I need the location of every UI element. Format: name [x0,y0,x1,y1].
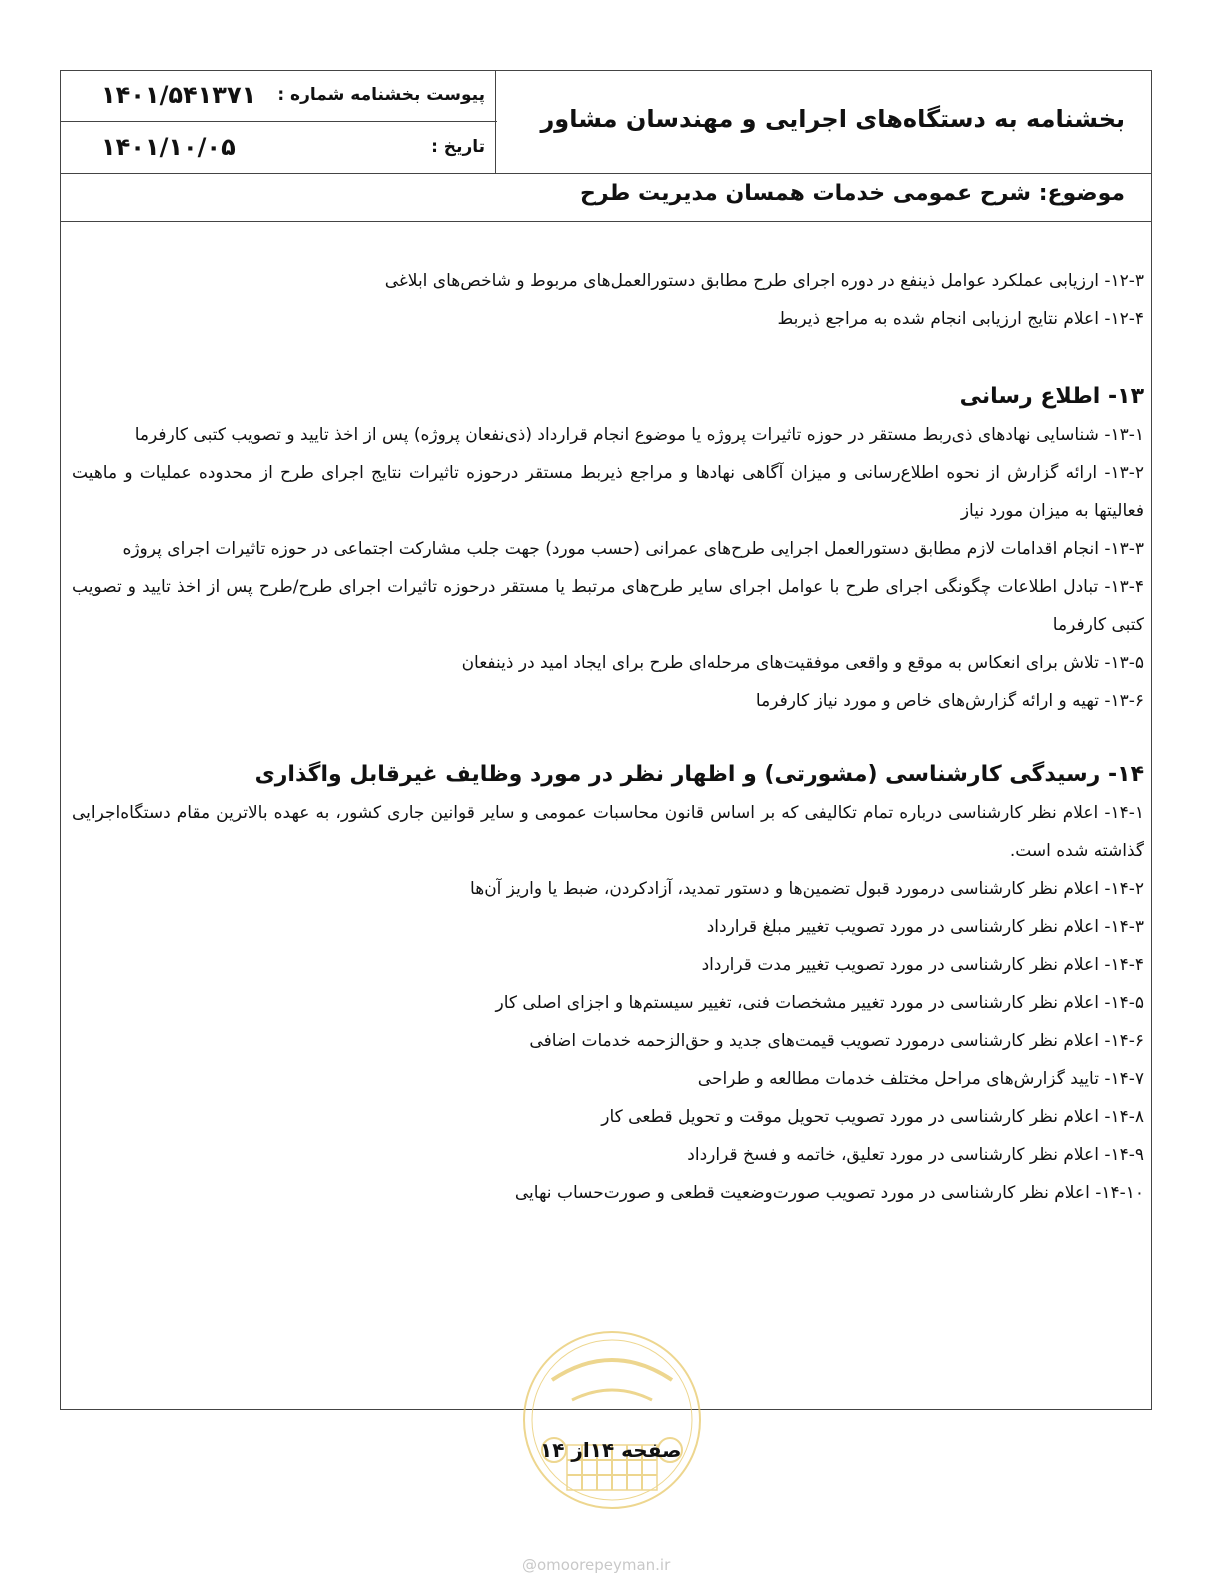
document-header [61,71,1151,221]
list-item: ۱۴-۴- اعلام نظر کارشناسی در مورد تصویب تغییر مدت قرارداد [701,955,1144,975]
list-item: ۱۳-۵- تلاش برای انعکاس به موقع و واقعی موفقیت‌های مرحله‌ای طرح برای ایجاد امید در ذینفعان [461,653,1144,673]
list-item: ۱۴-۳- اعلام نظر کارشناسی در مورد تصویب تغییر مبلغ قرارداد [706,917,1144,937]
header-title-cell [495,71,1151,174]
list-item: ۱۳-۴- تبادل اطلاعات چگونگی اجرای طرح با عوامل اجرای سایر طرح‌های مرتبط یا مستقر درحوزه تاثیرات اجرای طرح/طرح پس از اخذ تایید و تصویب کتبی کارفرما [72,577,1144,635]
document-title: بخشنامه به دستگاه‌های اجرایی و مهندسان مشاور [540,105,1125,133]
number-row [61,71,497,122]
number-label: پیوست بخشنامه شماره : [277,85,485,105]
list-item: ۱۴-۲- اعلام نظر کارشناسی درمورد قبول تضمین‌ها و دستور تمدید، آزادکردن، ضبط یا واریز آن‌ها [470,879,1144,899]
subject-line: موضوع: شرح عمومی خدمات همسان مدیریت طرح [580,181,1125,206]
list-item: ۱۲-۴- اعلام نتایج ارزیابی انجام شده به مراجع ذیربط [777,309,1144,329]
list-item: ۱۴-۱- اعلام نظر کارشناسی درباره تمام تکالیفی که بر اساس قانون محاسبات عمومی و سایر قوانین جاری کشور، به عهده بالاترین مقام دستگاه‌اجرایی گذاشته شده است. [72,803,1144,861]
list-item: ۱۳-۲- ارائه گزارش از نحوه اطلاع‌رسانی و میزان آگاهی نهادها و مراجع ذیربط مستقر درحوزه تاثیرات نتایج اجرای طرح از محدوده عملیات و ماهیت فعالیتها به میزان مورد نیاز [72,463,1144,521]
section-heading-13: ۱۳- اطلاع رسانی [959,384,1144,409]
header-divider [61,221,1151,222]
list-item: ۱۴-۸- اعلام نظر کارشناسی در مورد تصویب تحویل موقت و تحویل قطعی کار [601,1107,1144,1127]
document-body [72,262,1144,1212]
list-item: ۱۴-۹- اعلام نظر کارشناسی در مورد تعلیق، خاتمه و فسخ قرارداد [687,1145,1144,1165]
header-meta [61,71,497,174]
list-item: ۱۴-۷- تایید گزارش‌های مراحل مختلف خدمات مطالعه و طراحی [697,1069,1144,1089]
number-value: ۱۴۰۱/۵۴۱۳۷۱ [101,81,257,109]
list-item: ۱۴-۶- اعلام نظر کارشناسی درمورد تصویب قیمت‌های جدید و حق‌الزحمه خدمات اضافی [529,1031,1144,1051]
list-item: ۱۳-۳- انجام اقدامات لازم مطابق دستورالعمل اجرایی طرح‌های عمرانی (حسب مورد) جهت جلب مشارکت اجتماعی در حوزه تاثیرات اجرای پروژه [122,539,1144,559]
page-number: صفحه ۱۴از ۱۴ [540,1438,682,1462]
list-item: ۱۲-۳- ارزیابی عملکرد عوامل ذینفع در دوره اجرای طرح مطابق دستورالعمل‌های مربوط و شاخص‌های ابلاغی [384,271,1144,291]
watermark-url: @omoorepeyman.ir [522,1556,671,1574]
section-heading-14: ۱۴- رسیدگی کارشناسی (مشورتی) و اظهار نظر در مورد وظایف غیرقابل واگذاری [254,762,1144,787]
date-label: تاریخ : [431,137,485,157]
date-value: ۱۴۰۱/۱۰/۰۵ [101,133,236,161]
list-item: ۱۴-۵- اعلام نظر کارشناسی در مورد تغییر مشخصات فنی، تغییر سیستم‌ها و اجزای اصلی کار [495,993,1144,1013]
date-row [61,123,497,174]
list-item: ۱۳-۱- شناسایی نهادهای ذی‌ربط مستقر در حوزه تاثیرات پروژه یا موضوع انجام قرارداد (ذی‌نفعان پروژه) پس از اخذ تایید و تصویب کتبی کارفرما [134,425,1144,445]
list-item: ۱۳-۶- تهیه و ارائه گزارش‌های خاص و مورد نیاز کارفرما [755,691,1144,711]
seal-logo-icon [512,1320,712,1520]
list-item: ۱۴-۱۰- اعلام نظر کارشناسی در مورد تصویب صورت‌وضعیت قطعی و صورت‌حساب نهایی [514,1183,1144,1203]
